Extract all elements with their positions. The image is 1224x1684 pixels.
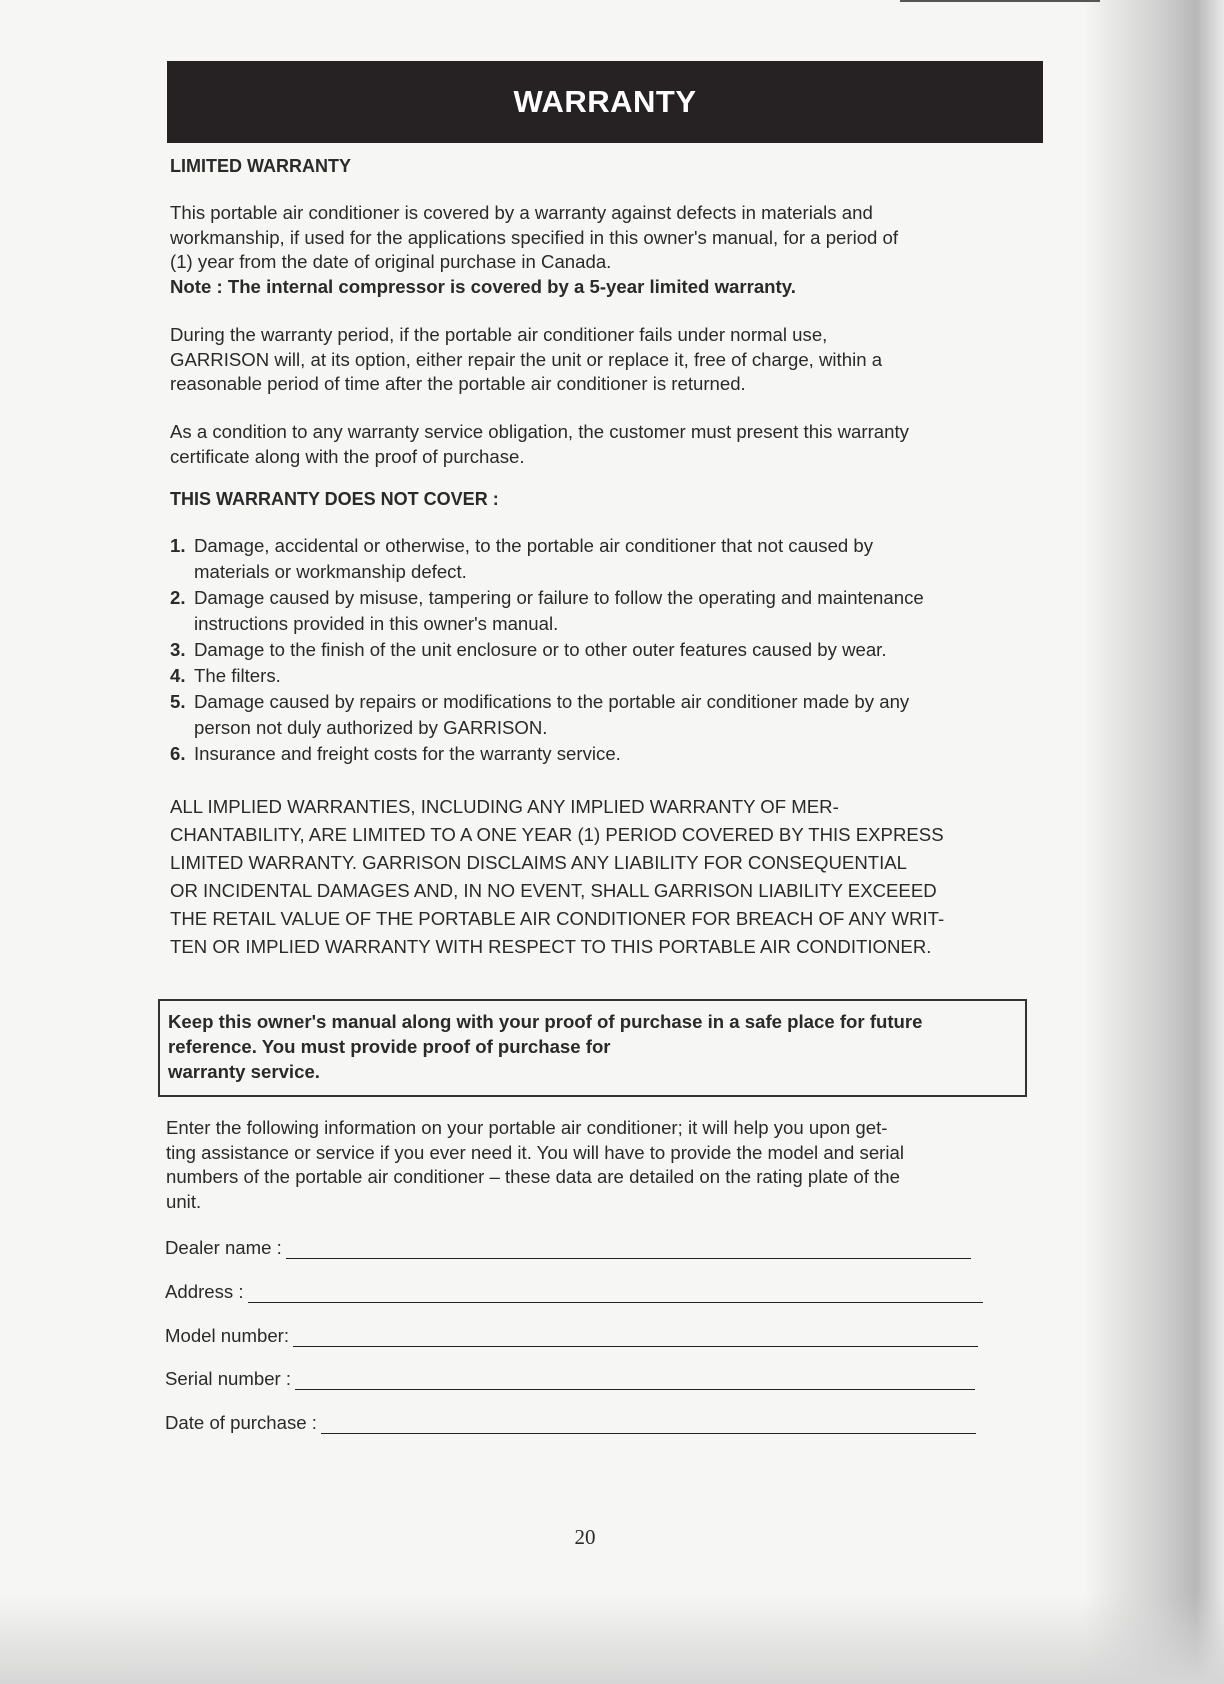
text-line: This portable air conditioner is covered by a warranty against defects in materials and: [170, 202, 873, 223]
list-text: person not duly authorized by GARRISON.: [194, 717, 548, 738]
page-edge-shadow: [1084, 0, 1224, 1684]
address-input[interactable]: [248, 1282, 983, 1303]
page-title: WARRANTY: [167, 61, 1043, 143]
list-text: Insurance and freight costs for the warranty service.: [194, 743, 621, 764]
text-line: workmanship, if used for the applications specified in this owner's manual, for a period of: [170, 226, 899, 248]
text-line: unit.: [166, 1190, 202, 1212]
compressor-note: Note : The internal compressor is covered by a 5-year limited warranty.: [170, 275, 796, 297]
text-line: certificate along with the proof of purchase.: [170, 445, 525, 467]
page-number: 20: [574, 1525, 596, 1549]
text-line: TEN OR IMPLIED WARRANTY WITH RESPECT TO THIS PORTABLE AIR CONDITIONER.: [170, 936, 932, 957]
date-of-purchase-field[interactable]: [165, 1412, 976, 1434]
serial-number-input[interactable]: [295, 1369, 975, 1390]
warranty-paragraph-3: [170, 420, 909, 469]
keep-manual-notice-box: [158, 999, 1027, 1097]
field-label: Serial number :: [165, 1368, 292, 1389]
date-of-purchase-input[interactable]: [321, 1413, 976, 1434]
text-line: numbers of the portable air conditioner – these data are detailed on the rating plate of the: [166, 1166, 900, 1187]
list-item: [170, 741, 924, 767]
notice-text: [168, 1009, 923, 1084]
text-line: reasonable period of time after the portable air conditioner is returned.: [170, 373, 746, 394]
text-line: As a condition to any warranty service obligation, the customer must present this warranty: [170, 421, 909, 442]
list-number: 3.: [170, 639, 186, 660]
list-text: Damage to the finish of the unit enclosure or to other outer features caused by wear.: [194, 639, 887, 660]
field-label: Dealer name :: [165, 1237, 282, 1258]
warranty-paragraph-1: [170, 201, 898, 299]
field-label: Date of purchase :: [165, 1412, 317, 1433]
text-line: warranty service.: [168, 1061, 320, 1082]
list-number: 4.: [170, 665, 186, 686]
list-item: [170, 637, 924, 663]
scan-edge-line: [900, 0, 1100, 2]
list-text: instructions provided in this owner's manual.: [194, 613, 559, 634]
text-line: (1) year from the date of original purchase in Canada.: [170, 251, 612, 272]
text-line: ALL IMPLIED WARRANTIES, INCLUDING ANY IMPLIED WARRANTY OF MER-: [170, 796, 839, 817]
text-line: reference. You must provide proof of purchase for: [168, 1036, 611, 1057]
list-item: [170, 533, 924, 585]
text-line: ting assistance or service if you ever need it. You will have to provide the model and serial: [166, 1141, 904, 1163]
text-line: THE RETAIL VALUE OF THE PORTABLE AIR CONDITIONER FOR BREACH OF ANY WRIT-: [170, 908, 945, 929]
dealer-name-field[interactable]: [165, 1237, 971, 1259]
model-number-input[interactable]: [293, 1326, 978, 1347]
list-text: The filters.: [194, 665, 281, 686]
list-text: Damage caused by misuse, tampering or failure to follow the operating and maintenance: [194, 587, 924, 608]
limited-warranty-heading: LIMITED WARRANTY: [170, 156, 351, 176]
list-text: materials or workmanship defect.: [194, 561, 467, 582]
list-item: [170, 663, 924, 689]
serial-number-field[interactable]: [165, 1368, 975, 1390]
text-line: OR INCIDENTAL DAMAGES AND, IN NO EVENT, SHALL GARRISON LIABILITY EXCEEED: [170, 880, 937, 901]
list-text: Damage, accidental or otherwise, to the portable air conditioner that not caused by: [194, 535, 874, 556]
text-line: CHANTABILITY, ARE LIMITED TO A ONE YEAR (1) PERIOD COVERED BY THIS EXPRESS: [170, 824, 944, 845]
list-item: [170, 689, 924, 741]
list-number: 1.: [170, 535, 186, 556]
model-number-field[interactable]: [165, 1325, 978, 1347]
not-cover-list: [170, 533, 924, 767]
dealer-name-input[interactable]: [286, 1238, 971, 1259]
enter-information-paragraph: [166, 1116, 904, 1214]
list-text: Damage caused by repairs or modifications to the portable air conditioner made by any: [194, 691, 910, 712]
field-label: Address :: [165, 1281, 244, 1302]
address-field[interactable]: [165, 1281, 983, 1303]
warranty-paragraph-2: [170, 323, 882, 397]
list-number: 2.: [170, 587, 186, 608]
list-number: 5.: [170, 691, 186, 712]
text-line: Keep this owner's manual along with your proof of purchase in a safe place for future: [168, 1011, 923, 1032]
implied-warranties-disclaimer: [170, 793, 944, 961]
field-label: Model number:: [165, 1325, 290, 1346]
page-bottom-shadow: [0, 1594, 1224, 1684]
text-line: Enter the following information on your portable air conditioner; it will help you upon get-: [166, 1117, 888, 1138]
text-line: LIMITED WARRANTY. GARRISON DISCLAIMS ANY LIABILITY FOR CONSEQUENTIAL: [170, 852, 908, 873]
list-item: [170, 585, 924, 637]
not-cover-heading: THIS WARRANTY DOES NOT COVER :: [170, 489, 499, 509]
text-line: During the warranty period, if the portable air conditioner fails under normal use,: [170, 324, 828, 345]
text-line: GARRISON will, at its option, either repair the unit or replace it, free of charge, within a: [170, 348, 883, 370]
list-number: 6.: [170, 743, 186, 764]
